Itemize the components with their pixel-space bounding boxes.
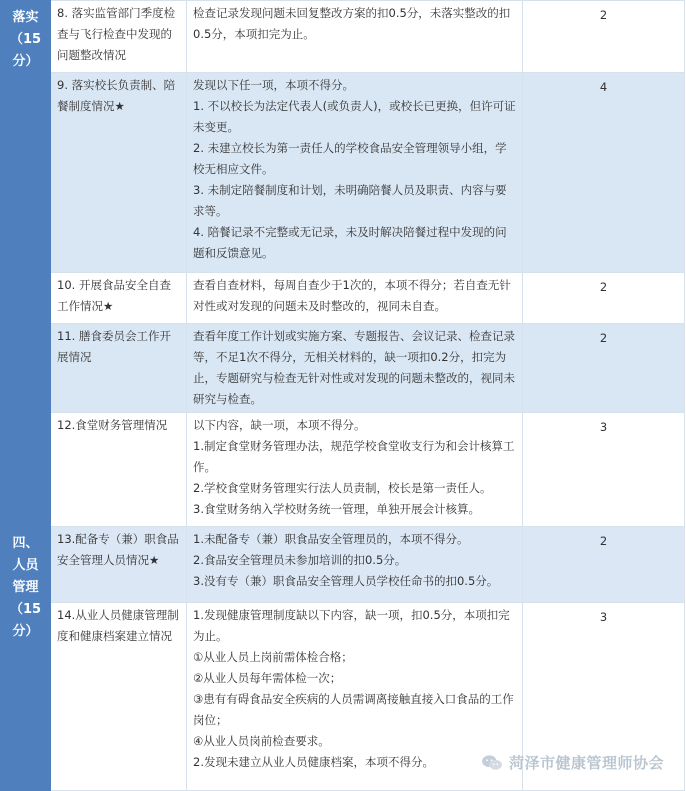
item-cell: [51, 273, 187, 324]
score-value: 3: [600, 610, 607, 624]
criteria-line: ④从业人员岗前检查要求。: [193, 731, 516, 752]
criteria-line: 发现以下任一项，本项不得分。: [193, 75, 516, 96]
criteria-cell: [187, 527, 523, 603]
criteria-line: 查看年度工作计划或实施方案、专题报告、会议记录、检查记录等，不足1次不得分，无相关材料的，缺一项扣0.2分，扣完为止，专题研究与检查无针对性或对发现的问题未整改的，视同未研究与检查。: [193, 326, 516, 410]
category-line: 人员: [3, 555, 48, 577]
item-label: 13.配备专（兼）职食品安全管理人员情况★: [57, 532, 179, 567]
score-cell: [523, 413, 685, 527]
item-cell: [51, 73, 187, 273]
criteria-line: 2.食品安全管理员未参加培训的扣0.5分。: [193, 550, 516, 571]
watermark: [481, 752, 664, 773]
criteria-cell: [187, 324, 523, 413]
category-line: 落实: [3, 7, 48, 29]
category-line: 分）: [3, 51, 48, 73]
criteria-line: 3. 未制定陪餐制度和计划，未明确陪餐人员及职责、内容与要求等。: [193, 180, 516, 222]
item-label: 9. 落实校长负责制、陪餐制度情况★: [57, 78, 175, 113]
criteria-line: 3.食堂财务纳入学校财务统一管理，单独开展会计核算。: [193, 499, 516, 520]
wechat-icon: [481, 754, 503, 772]
category-line: （15: [3, 29, 48, 51]
criteria-cell: [187, 413, 523, 527]
criteria-line: ③患有有碍食品安全疾病的人员需调离接触直接入口食品的工作岗位；: [193, 689, 516, 731]
criteria-line: 1.未配备专（兼）职食品安全管理员的，本项不得分。: [193, 529, 516, 550]
item-cell: [51, 1, 187, 73]
item-cell: [51, 527, 187, 603]
item-label: 8. 落实监管部门季度检查与飞行检查中发现的问题整改情况: [57, 6, 175, 62]
category-cell-personnel: [1, 527, 51, 791]
item-label: 10. 开展食品安全自查工作情况★: [57, 278, 171, 313]
criteria-line: 3.没有专（兼）职食品安全管理人员学校任命书的扣0.5分。: [193, 571, 516, 592]
score-cell: [523, 324, 685, 413]
item-label: 14.从业人员健康管理制度和健康档案建立情况: [57, 608, 179, 643]
criteria-cell: [187, 1, 523, 73]
watermark-text: 菏泽市健康管理师协会: [509, 752, 664, 773]
item-cell: [51, 324, 187, 413]
item-label: 12.食堂财务管理情况: [57, 418, 167, 432]
category-line: 分）: [3, 621, 48, 643]
score-cell: [523, 73, 685, 273]
criteria-line: 1.发现健康管理制度缺以下内容，缺一项，扣0.5分，本项扣完为止。: [193, 605, 516, 647]
score-value: 2: [600, 8, 607, 22]
score-value: 2: [600, 534, 607, 548]
score-cell: [523, 273, 685, 324]
score-value: 3: [600, 420, 607, 434]
criteria-line: 检查记录发现问题未回复整改方案的扣0.5分，未落实整改的扣0.5分，本项扣完为止。: [193, 3, 516, 45]
item-label: 11. 膳食委员会工作开展情况: [57, 329, 171, 364]
criteria-line: 2.学校食堂财务管理实行法人员责制，校长是第一责任人。: [193, 478, 516, 499]
score-value: 2: [600, 331, 607, 345]
score-cell: [523, 1, 685, 73]
criteria-line: ①从业人员上岗前需体检合格；: [193, 647, 516, 668]
criteria-line: 2.发现未建立从业人员健康档案，本项不得分。: [193, 752, 516, 773]
score-cell: [523, 527, 685, 603]
criteria-line: 查看自查材料，每周自查少于1次的，本项不得分；若自查无针对性或对发现的问题未及时整改的，视同未自查。: [193, 275, 516, 317]
category-line: 管理: [3, 577, 48, 599]
criteria-cell: [187, 603, 523, 791]
category-line: （15: [3, 599, 48, 621]
criteria-cell: [187, 273, 523, 324]
criteria-line: 以下内容，缺一项，本项不得分。: [193, 415, 516, 436]
criteria-line: ②从业人员每年需体检一次；: [193, 668, 516, 689]
category-cell-implementation: [1, 1, 51, 527]
criteria-line: 1. 不以校长为法定代表人(或负责人)，或校长已更换，但许可证未变更。: [193, 96, 516, 138]
criteria-line: 4. 陪餐记录不完整或无记录，未及时解决陪餐过程中发现的问题和反馈意见。: [193, 222, 516, 264]
criteria-cell: [187, 73, 523, 273]
item-cell: [51, 413, 187, 527]
score-value: 2: [600, 280, 607, 294]
score-value: 4: [600, 80, 607, 94]
item-cell: [51, 603, 187, 791]
category-line: 四、: [3, 533, 48, 555]
criteria-line: 1.制定食堂财务管理办法，规范学校食堂收支行为和会计核算工作。: [193, 436, 516, 478]
criteria-line: 2. 未建立校长为第一责任人的学校食品安全管理领导小组，学校无相应文件。: [193, 138, 516, 180]
